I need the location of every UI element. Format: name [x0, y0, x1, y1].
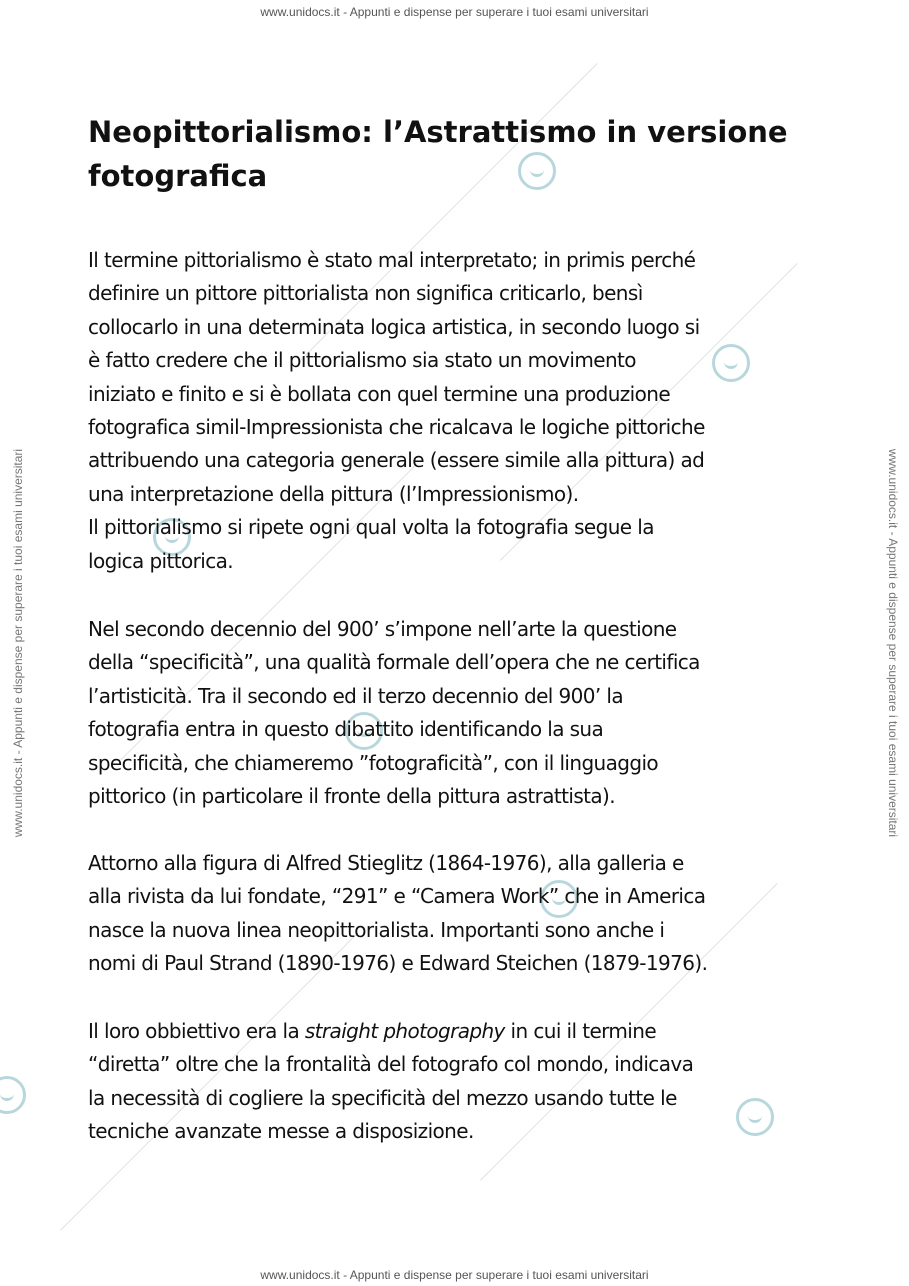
paragraph-text-segment: Il loro obbiettivo era la [88, 1019, 305, 1043]
paragraph-line: fotografia entra in questo dibattito identificando la sua [88, 717, 604, 742]
paragraph-text-segment: in cui il termine [504, 1019, 657, 1043]
paragraph-line: logica pittorica. [88, 548, 234, 573]
paragraph-line: fotografica simil-Impressionista che ricalcava le logiche pittoriche [88, 415, 705, 440]
paragraph-line: Nel secondo decennio del 900’ s’impone nell’arte la questione [88, 617, 677, 641]
paragraph-line: Attorno alla figura di Alfred Stieglitz (1864-1976), alla galleria e [88, 851, 684, 875]
watermark-footer: www.unidocs.it - Appunti e dispense per superare i tuoi esami universitari [260, 1268, 649, 1282]
italic-term-straight-photography: straight photography [304, 1019, 505, 1043]
document-title-line: fotografica [88, 159, 268, 193]
paragraph-line: della “specificità”, una qualità formale dell’opera che ne certifica [88, 650, 700, 675]
paragraph-line: attribuendo una categoria generale (essere simile alla pittura) ad [88, 448, 705, 473]
document-title-line: Neopittorialismo: l’Astrattismo in versione [88, 115, 788, 149]
document-title [88, 110, 788, 198]
paragraph-straight-photography [88, 1015, 828, 1149]
paragraph-stieglitz [88, 847, 828, 981]
paragraph-line: “diretta” oltre che la frontalità del fotografo col mondo, indicava [88, 1052, 694, 1077]
paragraph-line: pittorico (in particolare il fronte della pittura astrattista). [88, 784, 615, 809]
watermark-header: www.unidocs.it - Appunti e dispense per superare i tuoi esami universitari [260, 5, 649, 19]
paragraph-line: nomi di Paul Strand (1890-1976) e Edward Steichen (1879-1976). [88, 951, 708, 976]
paragraph-line: definire un pittore pittorialista non significa criticarlo, bensì [88, 281, 643, 306]
paragraph-line: Il pittorialismo si ripete ogni qual volta la fotografia segue la [88, 515, 654, 540]
paragraph-line: specificità, che chiameremo ”fotograficità”, con il linguaggio [88, 750, 659, 775]
paragraph-line [88, 1015, 828, 1048]
watermark-right-side: www.unidocs.it - Appunti e dispense per superare i tuoi esami universitari [886, 448, 900, 838]
paragraph-line: iniziato e finito e si è bollata con quel termine una produzione [88, 381, 671, 406]
paragraph-line: la necessità di cogliere la specificità del mezzo usando tutte le [88, 1085, 677, 1110]
paragraph-specificita [88, 613, 828, 813]
paragraph-line: Il termine pittorialismo è stato mal interpretato; in primis perché [88, 248, 696, 272]
paragraph-line: è fatto credere che il pittorialismo sia stato un movimento [88, 348, 636, 373]
paragraph-line: alla rivista da lui fondate, “291” e “Camera Work” che in America [88, 884, 706, 909]
paragraph-line: una interpretazione della pittura (l’Impressionismo). [88, 481, 579, 506]
paragraph-line: l’artisticità. Tra il secondo ed il terzo decennio del 900’ la [88, 683, 623, 708]
paragraph-line: tecniche avanzate messe a disposizione. [88, 1119, 474, 1144]
unidocs-logo-watermark-icon [0, 1076, 26, 1114]
paragraph-line: collocarlo in una determinata logica artistica, in secondo luogo si [88, 314, 700, 339]
paragraph-pittorialismo [88, 244, 828, 578]
watermark-left-side: www.unidocs.it - Appunti e dispense per superare i tuoi esami universitari [11, 448, 25, 838]
paragraph-line: nasce la nuova linea neopittorialista. Importanti sono anche i [88, 917, 665, 942]
